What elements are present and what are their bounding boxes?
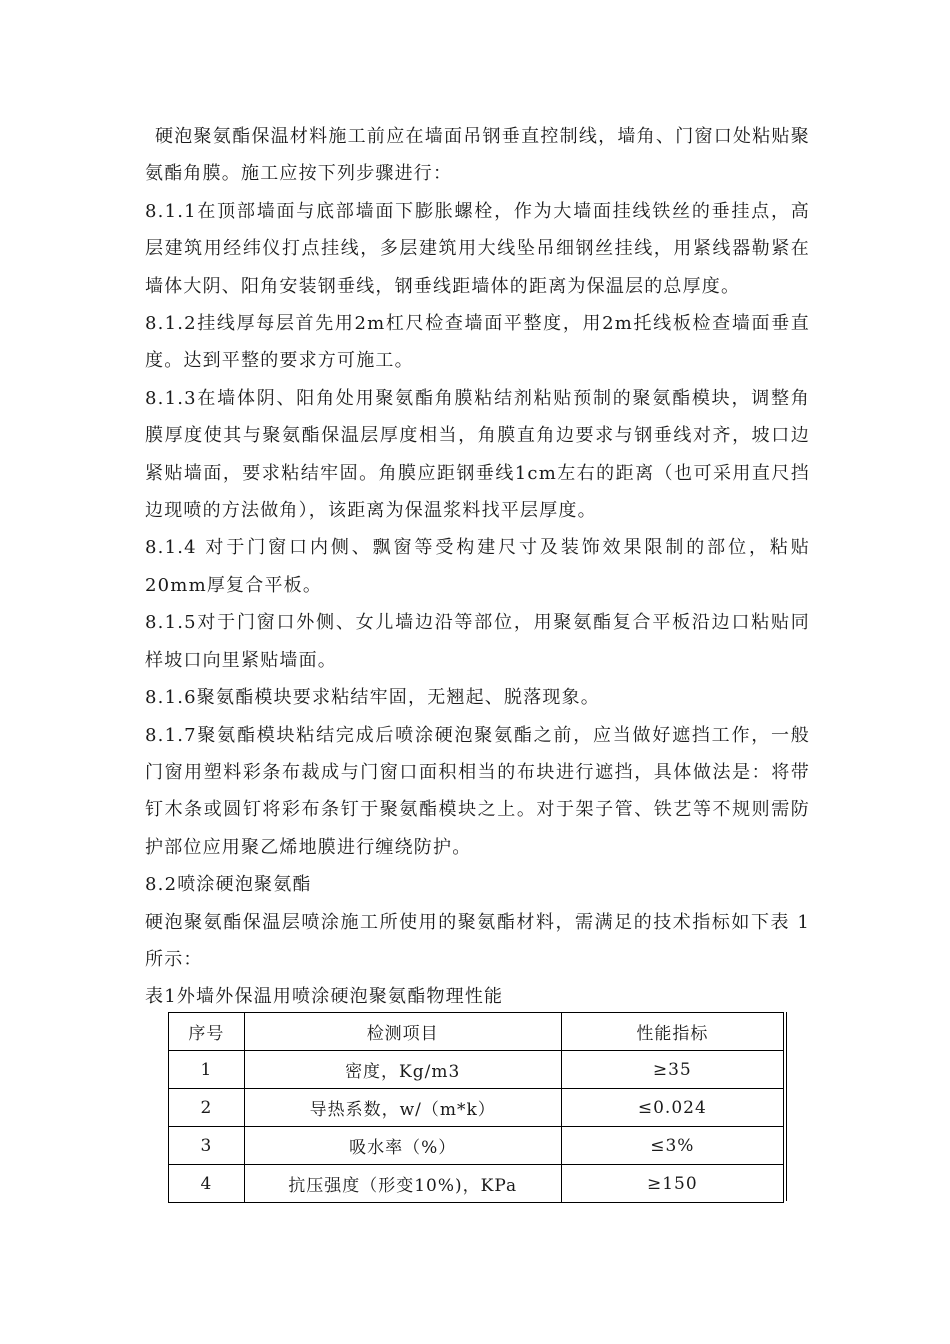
paragraph-8-1-4: 8.1.4 对于门窗口内侧、飘窗等受构建尺寸及装饰效果限制的部位，粘贴 20mm厚复合平板。 [145, 537, 810, 596]
section-heading-8-2: 8.2喷涂硬泡聚氨酯 [145, 874, 312, 896]
table-header-cell: 检测项目 [244, 1013, 561, 1051]
paragraph-8-1-3: 8.1.3在墙体阴、阳角处用聚氨酯角膜粘结剂粘贴预制的聚氨酯模块，调整角膜厚度使其与聚氨酯保温层厚度相当，角膜直角边要求与钢垂线对齐，坡口边紧贴墙面，要求粘结牢固。角膜应距钢垂线1cm左右的距离（也可采用直尺挡边现喷的方法做角），该距离为保温浆料找平层厚度。 [145, 387, 810, 522]
paragraph-8-1-5: 8.1.5对于门窗口外侧、女儿墙边沿等部位，用聚氨酯复合平板沿边口粘贴同样坡口向里紧贴墙面。 [145, 612, 810, 671]
table-double-border [786, 1012, 787, 1201]
paragraph-8-1-2: 8.1.2挂线厚每层首先用2m杠尺检查墙面平整度，用2m托线板检查墙面垂直度。达到平整的要求方可施工。 [145, 313, 810, 372]
table-cell: 抗压强度（形变10%)，KPa [244, 1165, 561, 1203]
table-header-cell: 序号 [169, 1013, 245, 1051]
paragraph-8-1-7: 8.1.7聚氨酯模块粘结完成后喷涂硬泡聚氨酯之前，应当做好遮挡工作，一般门窗用塑料彩条布裁成与门窗口面积相当的布块进行遮挡，具体做法是：将带钉木条或圆钉将彩布条钉于聚氨酯模块之上。对于架子管、铁艺等不规则需防护部位应用聚乙烯地膜进行缠绕防护。 [145, 724, 810, 858]
table-cell: ≤3% [561, 1127, 783, 1165]
table-cell: ≥35 [561, 1051, 783, 1089]
table-cell: 3 [169, 1127, 245, 1165]
document-body [145, 118, 810, 1016]
spec-table [168, 1012, 784, 1203]
table-cell: 密度，Kg/m3 [244, 1051, 561, 1089]
table-header-row [169, 1013, 784, 1051]
intro-paragraph: 硬泡聚氨酯保温材料施工前应在墙面吊钢垂直控制线，墙角、门窗口处粘贴聚氨酯角膜。施工应按下列步骤进行： [145, 126, 810, 185]
table-row [169, 1127, 784, 1165]
table-row [169, 1089, 784, 1127]
table-row [169, 1051, 784, 1089]
paragraph-8-2-intro: 硬泡聚氨酯保温层喷涂施工所使用的聚氨酯材料，需满足的技术指标如下表 1所示： [145, 911, 810, 970]
table-cell: 1 [169, 1051, 245, 1089]
table-cell: 导热系数，w/（m*k） [244, 1089, 561, 1127]
paragraph-8-1-1: 8.1.1在顶部墙面与底部墙面下膨胀螺栓，作为大墙面挂线铁丝的垂挂点，高层建筑用经纬仪打点挂线，多层建筑用大线坠吊细钢丝挂线，用紧线器勒紧在墙体大阴、阳角安装钢垂线，钢垂线距墙体的距离为保温层的总厚度。 [145, 200, 810, 297]
table-cell: ≥150 [561, 1165, 783, 1203]
table-header-cell: 性能指标 [561, 1013, 783, 1051]
table-cell: 4 [169, 1165, 245, 1203]
table-cell: ≤0.024 [561, 1089, 783, 1127]
paragraph-8-1-6: 8.1.6聚氨酯模块要求粘结牢固，无翘起、脱落现象。 [145, 687, 600, 709]
table-cell: 2 [169, 1089, 245, 1127]
table-caption: 表1外墙外保温用喷涂硬泡聚氨酯物理性能 [145, 986, 504, 1008]
table-row [169, 1165, 784, 1203]
table-cell: 吸水率（%） [244, 1127, 561, 1165]
